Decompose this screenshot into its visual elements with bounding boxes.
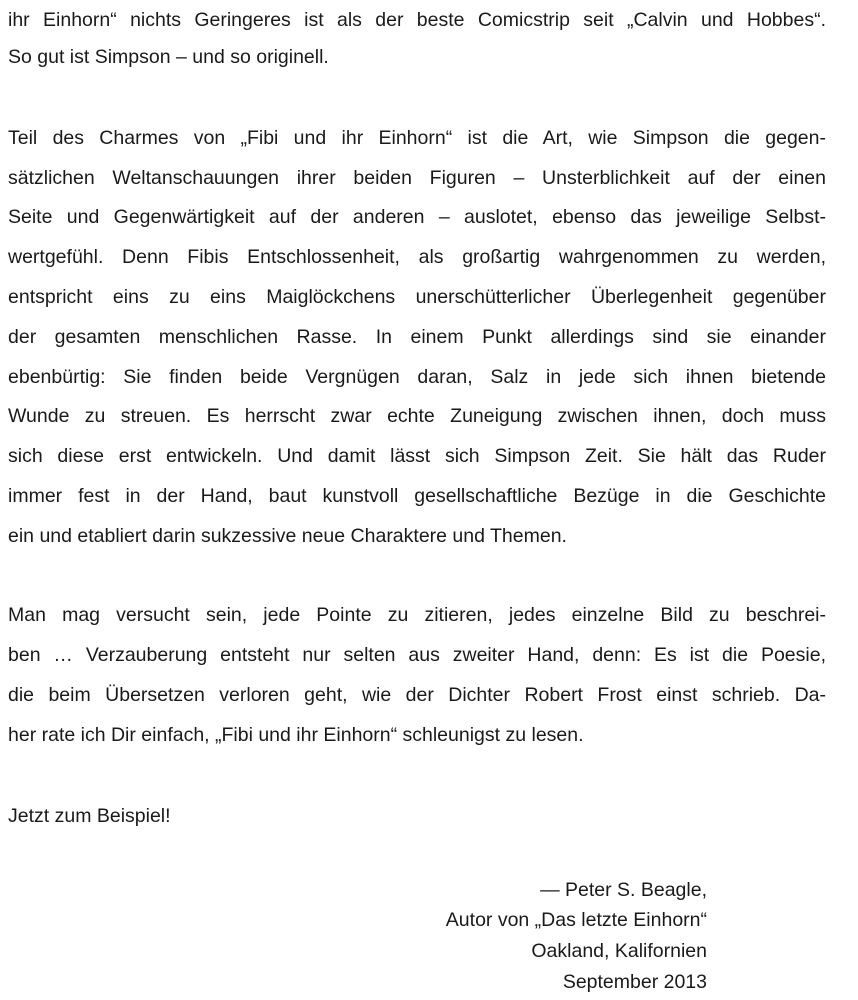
paragraph-2-line-10: immer fest in der Hand, baut kunstvoll gesellschaftliche Bezüge in die Geschichte: [8, 485, 826, 507]
paragraph-2-line-8: Wunde zu streuen. Es herrscht zwar echte Zuneigung zwischen ihnen, doch muss: [8, 405, 826, 427]
paragraph-2-line-11: ein und etabliert darin sukzessive neue Charaktere und Themen.: [8, 525, 567, 547]
paragraph-2-line-4: wertgefühl. Denn Fibis Entschlossenheit, als großartig wahrgenommen zu werden,: [8, 246, 826, 268]
paragraph-1-line-1: ihr Einhorn“ nichts Geringeres ist als der beste Comicstrip seit „Calvin und Hobbes“.: [8, 9, 826, 31]
paragraph-1-line-2: So gut ist Simpson – und so originell.: [8, 46, 329, 68]
paragraph-2-line-7: ebenbürtig: Sie finden beide Vergnügen daran, Salz in jede sich ihnen bietende: [8, 366, 826, 388]
paragraph-3-line-2: ben … Verzauberung entsteht nur selten aus zweiter Hand, denn: Es ist die Poesie,: [8, 644, 826, 666]
paragraph-2-line-6: der gesamten menschlichen Rasse. In einem Punkt allerdings sind sie einander: [8, 326, 826, 348]
paragraph-2-line-5: entspricht eins zu eins Maiglöckchens unerschütterlicher Überlegenheit gegenüber: [8, 286, 826, 308]
signature-name: — Peter S. Beagle,: [540, 879, 707, 901]
signature-place: Oakland, Kalifornien: [531, 940, 707, 962]
paragraph-3-line-4: her rate ich Dir einfach, „Fibi und ihr Einhorn“ schleunigst zu lesen.: [8, 724, 584, 746]
paragraph-4-line-1: Jetzt zum Beispiel!: [8, 805, 171, 827]
paragraph-3-line-3: die beim Übersetzen verloren geht, wie der Dichter Robert Frost einst schrieb. Da-: [8, 684, 826, 706]
paragraph-2-line-2: sätzlichen Weltanschauungen ihrer beiden Figuren – Unsterblichkeit auf der einen: [8, 167, 826, 189]
signature-date: September 2013: [562, 971, 707, 993]
signature-role: Autor von „Das letzte Einhorn“: [445, 909, 707, 931]
paragraph-2-line-1: Teil des Charmes von „Fibi und ihr Einhorn“ ist die Art, wie Simpson die gegen-: [8, 127, 826, 149]
paragraph-3-line-1: Man mag versucht sein, jede Pointe zu zitieren, jedes einzelne Bild zu beschrei-: [8, 604, 826, 626]
paragraph-2-line-9: sich diese erst entwickeln. Und damit lässt sich Simpson Zeit. Sie hält das Ruder: [8, 445, 826, 467]
paragraph-2-line-3: Seite und Gegenwärtigkeit auf der anderen – auslotet, ebenso das jeweilige Selbst-: [8, 206, 826, 228]
